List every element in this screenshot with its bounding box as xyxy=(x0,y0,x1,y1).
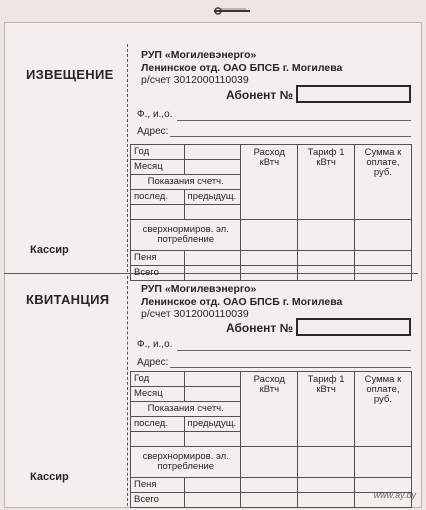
usage-header: Расход кВтч xyxy=(241,145,298,220)
penalty-label: Пеня xyxy=(131,478,185,493)
total-label: Всего xyxy=(131,493,185,508)
total-usage-cell[interactable] xyxy=(241,493,298,508)
month-label: Месяц xyxy=(131,160,185,175)
total-usage-cell[interactable] xyxy=(241,266,298,281)
org-branch: Ленинское отд. ОАО БПСБ г. Могилева xyxy=(141,295,343,308)
address-field[interactable] xyxy=(170,367,411,368)
org-name: РУП «Могилевэнерго» xyxy=(141,283,257,295)
penalty-usage-cell[interactable] xyxy=(241,251,298,266)
receipt-cashier: Кассир xyxy=(30,471,69,483)
penalty-cell[interactable] xyxy=(184,251,241,266)
org-account: р/счет 3012000110039 xyxy=(141,308,249,320)
abonent-label: Абонент № xyxy=(226,88,294,102)
org-name: РУП «Могилевэнерго» xyxy=(141,49,257,61)
over-tariff-cell[interactable] xyxy=(298,447,355,478)
penalty-label: Пеня xyxy=(131,251,185,266)
tariff-header: Тариф 1 кВтч xyxy=(298,145,355,220)
abonent-number-field[interactable] xyxy=(296,318,411,336)
month-label: Месяц xyxy=(131,387,185,402)
prev-reading-cell[interactable] xyxy=(184,432,241,447)
usage-header: Расход кВтч xyxy=(241,372,298,447)
fio-label: Ф., и.,о. xyxy=(137,339,173,350)
fio-field[interactable] xyxy=(177,350,411,351)
org-branch: Ленинское отд. ОАО БПСБ г. Могилева xyxy=(141,61,343,74)
year-label: Год xyxy=(131,145,185,160)
sum-header: Сумма к оплате, руб. xyxy=(354,145,411,220)
payment-table xyxy=(130,371,412,508)
last-reading-label: послед. xyxy=(131,417,185,432)
penalty-sum-cell[interactable] xyxy=(354,251,411,266)
total-tariff-cell[interactable] xyxy=(298,493,355,508)
org-account: р/счет 3012000110039 xyxy=(141,74,249,86)
notice-title: ИЗВЕЩЕНИЕ xyxy=(26,67,114,82)
total-tariff-cell[interactable] xyxy=(298,266,355,281)
readings-label: Показания счетч. xyxy=(131,175,241,190)
receipt-title: КВИТАНЦИЯ xyxy=(26,292,110,307)
total-cell[interactable] xyxy=(184,493,241,508)
org-block xyxy=(141,283,342,321)
watermark: www.ay.by xyxy=(373,490,416,500)
year-cell[interactable] xyxy=(184,372,241,387)
abonent-label: Абонент № xyxy=(226,321,294,335)
penalty-cell[interactable] xyxy=(184,478,241,493)
prev-reading-label: предыдущ. xyxy=(184,417,241,432)
over-consumption-label: сверхнормиров. эл. потребление xyxy=(131,220,241,251)
prev-reading-label: предыдущ. xyxy=(184,190,241,205)
last-reading-cell[interactable] xyxy=(131,432,185,447)
year-label: Год xyxy=(131,372,185,387)
fio-label: Ф., и.,о. xyxy=(137,109,173,120)
total-sum-cell[interactable] xyxy=(354,266,411,281)
vertical-divider xyxy=(127,276,128,506)
over-usage-cell[interactable] xyxy=(241,447,298,478)
over-sum-cell[interactable] xyxy=(354,447,411,478)
sum-header: Сумма к оплате, руб. xyxy=(354,372,411,447)
total-label: Всего xyxy=(131,266,185,281)
address-label: Адрес: xyxy=(137,357,169,368)
penalty-tariff-cell[interactable] xyxy=(298,478,355,493)
last-reading-label: послед. xyxy=(131,190,185,205)
notice-cashier: Кассир xyxy=(30,244,69,256)
address-label: Адрес: xyxy=(137,126,169,137)
over-consumption-label: сверхнормиров. эл. потребление xyxy=(131,447,241,478)
tariff-header: Тариф 1 кВтч xyxy=(298,372,355,447)
readings-label: Показания счетч. xyxy=(131,402,241,417)
month-cell[interactable] xyxy=(184,387,241,402)
penalty-usage-cell[interactable] xyxy=(241,478,298,493)
total-cell[interactable] xyxy=(184,266,241,281)
penalty-tariff-cell[interactable] xyxy=(298,251,355,266)
